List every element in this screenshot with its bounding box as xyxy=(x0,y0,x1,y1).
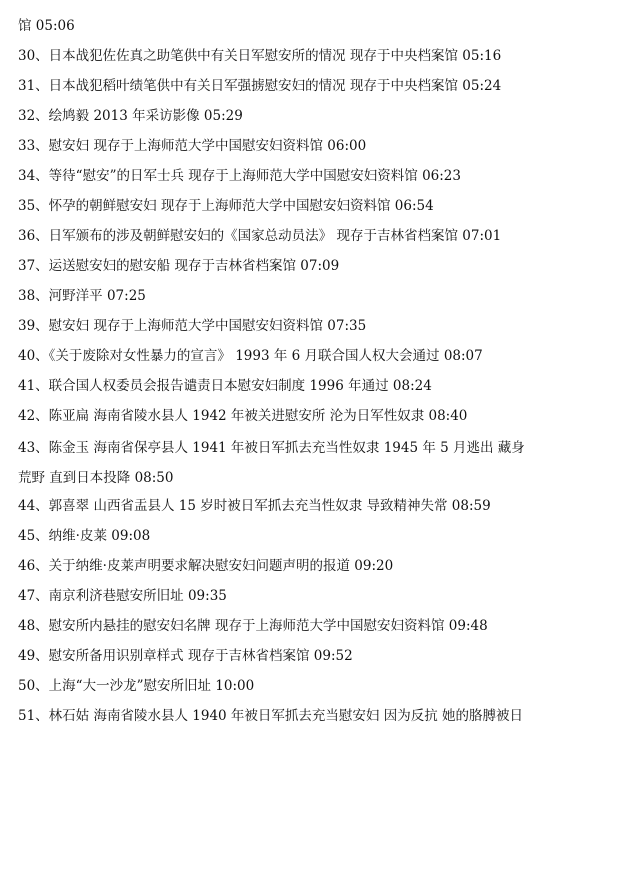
list-item: 30、日本战犯佐佐真之助笔供中有关日军慰安所的情况 现存于中央档案馆 05:16 xyxy=(18,48,502,64)
list-item: 37、运送慰安妇的慰安船 现存于吉林省档案馆 07:09 xyxy=(18,258,340,274)
list-item: 48、慰安所内悬挂的慰安妇名牌 现存于上海师范大学中国慰安妇资料馆 09:48 xyxy=(18,618,488,634)
document-page xyxy=(18,11,626,731)
list-item: 34、等待“慰安”的日军士兵 现存于上海师范大学中国慰安妇资料馆 06:23 xyxy=(18,168,461,184)
list-item: 46、关于纳维·皮莱声明要求解决慰安妇问题声明的报道 09:20 xyxy=(18,558,394,574)
list-item: 51、林石姑 海南省陵水县人 1940 年被日军抓去充当慰安妇 因为反抗 她的胳膊被日 xyxy=(18,708,523,724)
list-item: 43、陈金玉 海南省保亭县人 1941 年被日军抓去充当性奴隶 1945 年 5 月逃出 藏身 xyxy=(18,440,525,456)
list-item: 44、郭喜翠 山西省盂县人 15 岁时被日军抓去充当性奴隶 导致精神失常 08:59 xyxy=(18,498,491,514)
list-item: 33、慰安妇 现存于上海师范大学中国慰安妇资料馆 06:00 xyxy=(18,138,367,154)
list-item: 47、南京利济巷慰安所旧址 09:35 xyxy=(18,588,227,604)
list-item: 35、怀孕的朝鲜慰安妇 现存于上海师范大学中国慰安妇资料馆 06:54 xyxy=(18,198,434,214)
list-item: 36、日军颁布的涉及朝鲜慰安妇的《国家总动员法》 现存于吉林省档案馆 07:01 xyxy=(18,228,502,244)
list-item: 50、上海“大一沙龙”慰安所旧址 10:00 xyxy=(18,678,255,694)
list-item: 32、绘鸠毅 2013 年采访影像 05:29 xyxy=(18,108,243,124)
list-item: 42、陈亚扁 海南省陵水县人 1942 年被关进慰安所 沦为日军性奴隶 08:40 xyxy=(18,408,468,424)
text-line: 馆 05:06 xyxy=(18,18,75,34)
list-item: 41、联合国人权委员会报告谴责日本慰安妇制度 1996 年通过 08:24 xyxy=(18,378,432,394)
list-item: 38、河野洋平 07:25 xyxy=(18,288,146,304)
list-item: 49、慰安所备用识别章样式 现存于吉林省档案馆 09:52 xyxy=(18,648,353,664)
list-item-continuation: 荒野 直到日本投降 08:50 xyxy=(18,470,174,486)
list-item: 39、慰安妇 现存于上海师范大学中国慰安妇资料馆 07:35 xyxy=(18,318,367,334)
list-item: 31、日本战犯稻叶绩笔供中有关日军强掳慰安妇的情况 现存于中央档案馆 05:24 xyxy=(18,78,502,94)
list-item: 45、纳维·皮莱 09:08 xyxy=(18,528,151,544)
list-item: 40、《关于废除对女性暴力的宣言》 1993 年 6 月联合国人权大会通过 08:07 xyxy=(18,348,483,364)
